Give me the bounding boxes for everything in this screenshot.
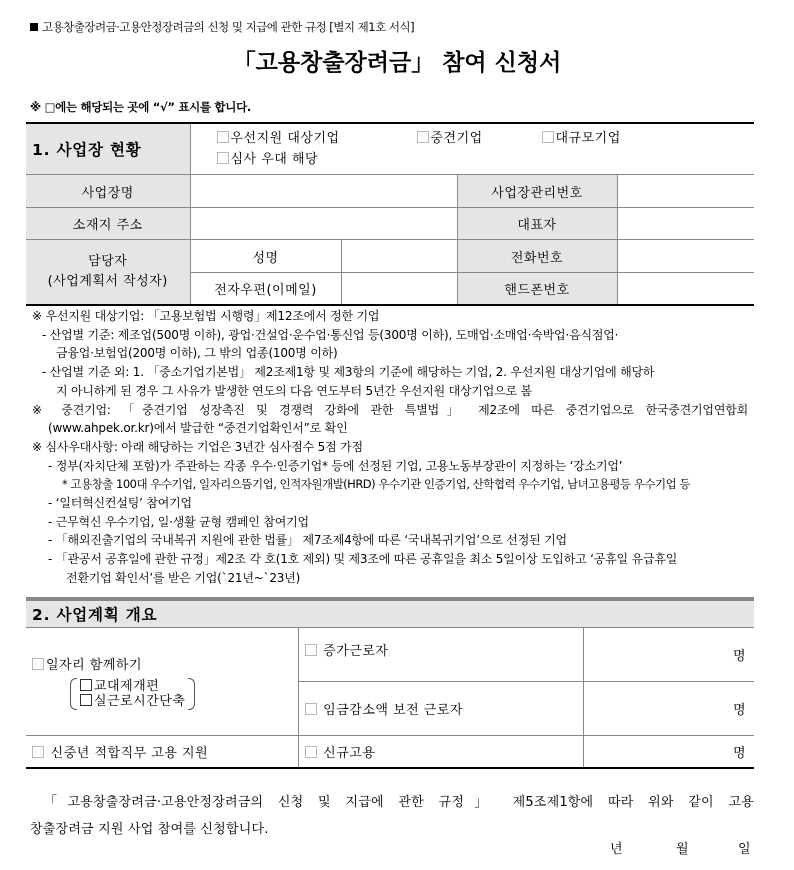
note-public-holiday-cont: 전환기업 확인서’를 받은 기업(`21년~`23년) — [66, 570, 301, 585]
unit-label: 명 — [732, 702, 747, 718]
shift-reform-label: 교대제개편 — [94, 678, 160, 694]
address-field[interactable] — [190, 208, 457, 240]
wage-compensation-label: 임금감소액 보전 근로자 — [323, 702, 463, 718]
option-label: 우선지원 대상기업 — [230, 131, 340, 146]
note-midsize: ※ 중견기업: 「중견기업 성장촉진 및 경쟁력 강화에 관한 특별법」 제2조에 따른 중견기업으로 한국중견기업연합회 — [32, 402, 748, 417]
note-other-criteria: - 산업별 기준 외: 1. 「중소기업기본법」 제2조제1항 및 제3항의 기준에 해당하는 기업, 2. 우선지원 대상기업에 해당하 — [42, 365, 655, 380]
note-government-certified: - 정부(자치단체 포함)가 주관하는 각종 우수·인증기업* 등에 선정된 기업, 고용노동부장관이 지정하는 ‘강소기업’ — [48, 458, 623, 473]
wage-compensation-count-field[interactable] — [583, 681, 754, 735]
name-label: 성명 — [190, 240, 341, 273]
checkbox-icon[interactable] — [417, 131, 429, 143]
note-certified-examples: * 고용창출 100대 우수기업, 일자리으뜸기업, 인적자원개발(HRD) 우수기관 인증기업, 산학협력 우수기업, 남녀고용평등 우수기업 등 — [62, 477, 690, 492]
checkbox-icon[interactable] — [32, 746, 44, 758]
date-year-label: 년 — [610, 842, 623, 857]
address-label: 소재지 주소 — [26, 208, 190, 240]
increased-workers-count-field[interactable] — [583, 627, 754, 681]
application-statement — [30, 789, 754, 843]
note-workplace-innovation: - ‘일터혁신컨설팅’ 참여기업 — [48, 496, 192, 511]
unit-label: 명 — [732, 745, 747, 761]
job-sharing-option[interactable] — [32, 654, 298, 673]
unit-label: 명 — [732, 648, 747, 664]
new-hire-label: 신규고용 — [323, 745, 376, 761]
phone-label: 전화번호 — [457, 240, 617, 273]
shift-reform-option[interactable] — [80, 679, 185, 694]
statement-line1: 「고용창출장려금·고용안정장려금의 신청 및 지급에 관한 규정」 제5조제1항에 따라 위와 같이 고용 — [44, 795, 754, 810]
representative-label: 대표자 — [457, 208, 617, 240]
contact-label-line2: (사업계획서 작성자) — [47, 273, 168, 289]
job-sharing-label: 일자리 함께하기 — [46, 657, 143, 673]
section2-title: 2. 사업계획 개요 — [26, 599, 754, 627]
mobile-label: 핸드폰번호 — [457, 273, 617, 305]
note-public-holiday: - 「관공서 공휴일에 관한 규정」제2조 각 호(1호 제외) 및 제3조에 따른 공휴일을 최소 5일이상 도입하고 ‘공휴일 유급휴일 — [48, 552, 678, 567]
email-label: 전자우편(이메일) — [190, 273, 341, 305]
note-review-preference: ※ 심사우대사항: 아래 해당하는 기업은 3년간 심사점수 5점 가점 — [32, 439, 363, 454]
checkbox-icon[interactable] — [80, 694, 92, 706]
option-large[interactable] — [542, 128, 621, 149]
mobile-field[interactable] — [617, 273, 754, 305]
business-name-label: 사업장명 — [26, 175, 190, 208]
page-title: 「고용창출장려금」 참여 신청서 — [232, 50, 562, 76]
option-label: 중견기업 — [430, 131, 483, 146]
section1-title: 1. 사업장 현황 — [26, 123, 190, 175]
date-day-label: 일 — [738, 842, 751, 857]
date-month-label: 월 — [676, 842, 689, 857]
email-field[interactable] — [341, 273, 457, 305]
name-field[interactable] — [341, 240, 457, 273]
job-sharing-suboptions — [70, 679, 195, 709]
management-no-field[interactable] — [617, 175, 754, 208]
square-bullet-icon — [30, 23, 38, 31]
wage-compensation-option[interactable] — [298, 681, 583, 735]
contact-person-label — [26, 240, 190, 305]
senior-job-label: 신중년 적합직무 고용 지원 — [50, 745, 209, 761]
phone-field[interactable] — [617, 240, 754, 273]
note-work-life-balance: - 근무혁신 우수기업, 일·생활 균형 캠페인 참여기업 — [48, 514, 309, 529]
checkbox-icon[interactable] — [305, 703, 317, 715]
checkbox-icon[interactable] — [32, 658, 44, 670]
job-sharing-cell — [26, 627, 298, 735]
note-priority-support: ※ 우선지원 대상기업: 「고용보험법 시행령」제12조에서 정한 기업 — [32, 309, 380, 323]
regulation-note — [30, 19, 414, 35]
statement-line2: 창출장려금 지원 사업 참여를 신청합니다. — [30, 822, 269, 837]
management-no-label: 사업장관리번호 — [457, 175, 617, 208]
note-other-criteria-cont: 지 아니하게 된 경우 그 사유가 발생한 연도의 다음 연도부터 5년간 우선지원 대상기업으로 봄 — [56, 383, 532, 398]
business-name-field[interactable] — [190, 175, 457, 208]
business-plan-table — [26, 597, 754, 769]
checkbox-icon[interactable] — [217, 152, 229, 164]
hours-reduction-label: 실근로시간단축 — [94, 693, 186, 709]
option-label: 심사 우대 해당 — [230, 152, 319, 167]
note-industry-criteria: - 산업별 기준: 제조업(500명 이하), 광업·건설업·운수업·통신업 등(300명 이하), 도매업·소매업·숙박업·음식점업· — [42, 327, 619, 342]
increased-workers-label: 증가근로자 — [323, 643, 389, 659]
note-midsize-cont: (www.ahpek.or.kr)에서 발급한 “중견기업확인서”로 확인 — [48, 421, 348, 436]
representative-field[interactable] — [617, 208, 754, 240]
business-info-table — [26, 122, 754, 306]
option-priority-support[interactable] — [217, 128, 417, 149]
senior-job-option[interactable] — [26, 735, 298, 768]
note-reshoring: - 「해외진출기업의 국내복귀 지원에 관한 법률」 제7조제4항에 따른 ‘국내복귀기업’으로 선정된 기업 — [48, 533, 567, 548]
checkbox-icon[interactable] — [80, 679, 92, 691]
new-hire-option[interactable] — [298, 735, 583, 768]
increased-workers-option[interactable] — [298, 627, 583, 681]
hours-reduction-option[interactable] — [80, 694, 185, 709]
contact-label-line1: 담당자 — [88, 253, 128, 269]
checkbox-icon[interactable] — [217, 131, 229, 143]
checkbox-icon[interactable] — [305, 746, 317, 758]
company-type-options — [190, 123, 754, 175]
option-review-preference[interactable] — [217, 149, 319, 170]
option-midsize[interactable] — [417, 128, 542, 149]
new-hire-count-field[interactable] — [583, 735, 754, 768]
regulation-note-text: 고용창출장려금·고용안정장려금의 신청 및 지급에 관한 규정 [별지 제1호 서식] — [42, 20, 415, 34]
checkbox-icon[interactable] — [542, 131, 554, 143]
checkbox-icon[interactable] — [305, 644, 317, 656]
check-instruction: ※ □에는 해당되는 곳에 “√” 표시를 합니다. — [30, 100, 251, 114]
option-label: 대규모기업 — [555, 131, 621, 146]
note-industry-criteria-cont: 금융업·보험업(200명 이하), 그 밖의 업종(100명 이하) — [56, 346, 338, 361]
eligibility-notes — [32, 307, 762, 588]
